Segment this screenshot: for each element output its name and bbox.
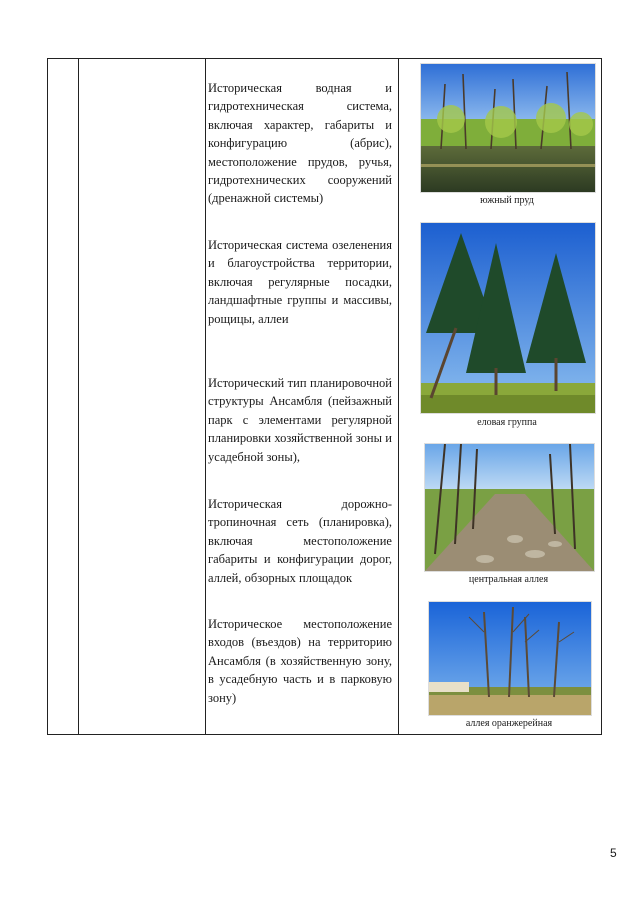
caption-south-pond: южный пруд — [480, 195, 534, 206]
photo-orangery-alley — [428, 601, 592, 716]
item-water-system: Историческая водная и гидротехническая система, включая характер, габариты и конфигурацию (абрис), местоположение прудов, ручья, гидротехнических сооружений (дренажной системы) — [208, 81, 392, 206]
item-greenery-system: Историческая система озеленения и благоустройства территории, включая регулярные посадки, ландшафтные группы и массивы, рощицы, аллеи — [208, 238, 392, 326]
page-number: 5 — [610, 846, 617, 860]
item-planning-structure: Исторический тип планировочной структуры Ансамбля (пейзажный парк с элементами регулярной планировки хозяйственной зоны и усадебной зоны), — [208, 376, 392, 464]
item-road-network: Историческая дорожно-тропиночная сеть (планировка), включая местоположение габариты и конфигурации дорог, аллей, обзорных площадок — [208, 497, 392, 585]
photo-south-pond — [420, 63, 596, 193]
caption-spruce-group: еловая группа — [477, 417, 537, 428]
item-entrances: Историческое местоположение входов (въездов) на территорию Ансамбля (в хозяйственную зону, в усадебную часть и в парковую зону) — [208, 617, 392, 705]
column-divider-1 — [78, 59, 79, 734]
photo-spruce-group — [420, 222, 596, 414]
caption-orangery-alley: аллея оранжерейная — [465, 718, 553, 729]
caption-central-alley: центральная аллея — [468, 574, 549, 585]
column-divider-2 — [205, 59, 206, 734]
column-divider-3 — [398, 59, 399, 734]
photo-central-alley — [424, 443, 595, 572]
